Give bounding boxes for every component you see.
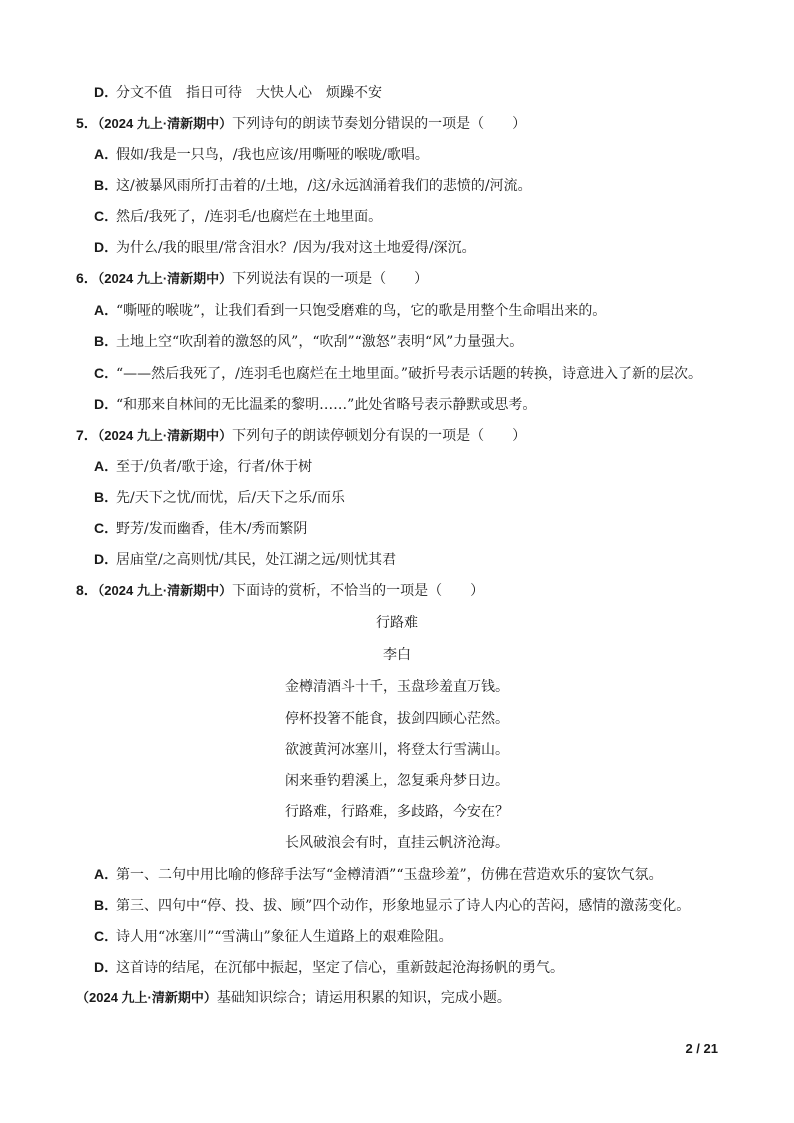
question-source: （2024 九上·清新期中） bbox=[97, 583, 233, 598]
q7-option-b bbox=[94, 488, 345, 507]
option-text: 第三、四句中“停、投、拔、顾”四个动作，形象地显示了诗人内心的苦闷，感情的激荡变化。 bbox=[116, 898, 691, 914]
question-8 bbox=[76, 581, 484, 600]
q6-option-c bbox=[94, 364, 702, 383]
option-label: C． bbox=[94, 208, 119, 224]
poem-line: 闲来垂钓碧溪上，忽复乘舟梦日边。 bbox=[285, 773, 509, 789]
section-intro bbox=[76, 989, 511, 1007]
option-label: D． bbox=[94, 84, 119, 100]
option-label: A． bbox=[94, 866, 119, 882]
q5-option-c bbox=[94, 207, 382, 226]
option-text: “嘶哑的喉咙”，让我们看到一只饱受磨难的鸟，它的歌是用整个生命唱出来的。 bbox=[116, 303, 607, 319]
question-5 bbox=[76, 114, 526, 133]
option-text: 然后/我死了，/连羽毛/也腐烂在土地里面。 bbox=[116, 209, 383, 225]
question-number: 7． bbox=[76, 427, 98, 443]
question-source: （2024 九上·清新期中） bbox=[97, 116, 233, 131]
option-label: C． bbox=[94, 928, 119, 944]
question-stem: 下列诗句的朗读节奏划分错误的一项是（ ） bbox=[232, 116, 527, 132]
poem-author: 李白 bbox=[383, 647, 411, 663]
question-7 bbox=[76, 426, 526, 445]
q5-option-a bbox=[94, 145, 429, 164]
q8-option-d bbox=[94, 958, 564, 977]
poem-title: 行路难 bbox=[376, 615, 418, 631]
q5-option-d bbox=[94, 238, 476, 257]
section-source: （2024 九上·清新期中） bbox=[76, 990, 217, 1005]
option-text: 先/天下之忧/而忧，后/天下之乐/而乐 bbox=[116, 490, 345, 506]
option-text: 土地上空“吹刮着的激怒的风”，“吹刮”“激怒”表明“风”力量强大。 bbox=[116, 334, 524, 350]
q8-option-b bbox=[94, 896, 690, 915]
q8-option-c bbox=[94, 927, 453, 946]
option-text: 居庙堂/之高则忧/其民，处江湖之远/则忧其君 bbox=[116, 552, 397, 568]
poem-line: 金樽清酒斗十千，玉盘珍羞直万钱。 bbox=[285, 679, 509, 695]
option-label: B． bbox=[94, 177, 119, 193]
q6-option-d bbox=[94, 395, 536, 414]
option-label: B． bbox=[94, 333, 119, 349]
option-text: 为什么/我的眼里/常含泪水？/因为/我对这土地爱得/深沉。 bbox=[116, 240, 476, 256]
option-label: C． bbox=[94, 365, 119, 381]
q6-option-a bbox=[94, 301, 606, 320]
question-number: 8． bbox=[76, 582, 98, 598]
option-text: 这/被暴风雨所打击着的/土地，/这/永远汹涌着我们的悲愤的/河流。 bbox=[116, 178, 532, 194]
q5-option-b bbox=[94, 176, 532, 195]
option-text: 假如/我是一只鸟，/我也应该/用嘶哑的喉咙/歌唱。 bbox=[116, 147, 429, 163]
option-text: “——然后我死了，/连羽毛也腐烂在土地里面。”破折号表示话题的转换，诗意进入了新的层次。 bbox=[116, 366, 703, 382]
option-label: D． bbox=[94, 551, 119, 567]
poem-line: 停杯投箸不能食，拔剑四顾心茫然。 bbox=[285, 711, 509, 727]
poem-line: 长风破浪会有时，直挂云帆济沧海。 bbox=[285, 835, 509, 851]
option-label: B． bbox=[94, 489, 119, 505]
section-text: 基础知识综合；请运用积累的知识，完成小题。 bbox=[216, 990, 511, 1006]
q7-option-d bbox=[94, 550, 396, 569]
question-number: 6． bbox=[76, 270, 98, 286]
question-6 bbox=[76, 269, 428, 288]
option-text: 至于/负者/歌于途，行者/休于树 bbox=[116, 459, 313, 475]
question-stem: 下面诗的赏析，不恰当的一项是（ ） bbox=[232, 583, 485, 599]
q4-option-d bbox=[94, 83, 382, 102]
question-stem: 下列句子的朗读停顿划分有误的一项是（ ） bbox=[232, 428, 527, 444]
poem-line: 欲渡黄河冰塞川，将登太行雪满山。 bbox=[285, 742, 509, 758]
option-label: C． bbox=[94, 520, 119, 536]
q7-option-a bbox=[94, 457, 312, 476]
option-text: 第一、二句中用比喻的修辞手法写“金樽清酒”“玉盘珍羞”，仿佛在营造欢乐的宴饮气氛。 bbox=[116, 867, 663, 883]
q6-option-b bbox=[94, 332, 523, 351]
option-text: 野芳/发而幽香，佳木/秀而繁阴 bbox=[116, 521, 308, 537]
q7-option-c bbox=[94, 519, 307, 538]
option-label: A． bbox=[94, 302, 119, 318]
option-label: B． bbox=[94, 897, 119, 913]
q8-option-a bbox=[94, 865, 663, 884]
option-text: “和那来自林间的无比温柔的黎明……”此处省略号表示静默或思考。 bbox=[116, 397, 537, 413]
option-label: D． bbox=[94, 396, 119, 412]
poem-line: 行路难，行路难，多歧路，今安在？ bbox=[285, 804, 509, 820]
option-text: 诗人用“冰塞川”“雪满山”象征人生道路上的艰难险阻。 bbox=[116, 929, 453, 945]
question-number: 5． bbox=[76, 115, 98, 131]
option-label: A． bbox=[94, 458, 119, 474]
option-label: D． bbox=[94, 239, 119, 255]
option-label: D． bbox=[94, 959, 119, 975]
question-source: （2024 九上·清新期中） bbox=[97, 271, 233, 286]
option-label: A． bbox=[94, 146, 119, 162]
option-text: 这首诗的结尾，在沉郁中振起，坚定了信心，重新鼓起沧海扬帆的勇气。 bbox=[116, 960, 564, 976]
option-text: 分文不值 指日可待 大快人心 烦躁不安 bbox=[116, 85, 382, 101]
question-source: （2024 九上·清新期中） bbox=[97, 428, 233, 443]
page-number: 2 / 21 bbox=[685, 1041, 718, 1056]
question-stem: 下列说法有误的一项是（ ） bbox=[232, 271, 429, 287]
